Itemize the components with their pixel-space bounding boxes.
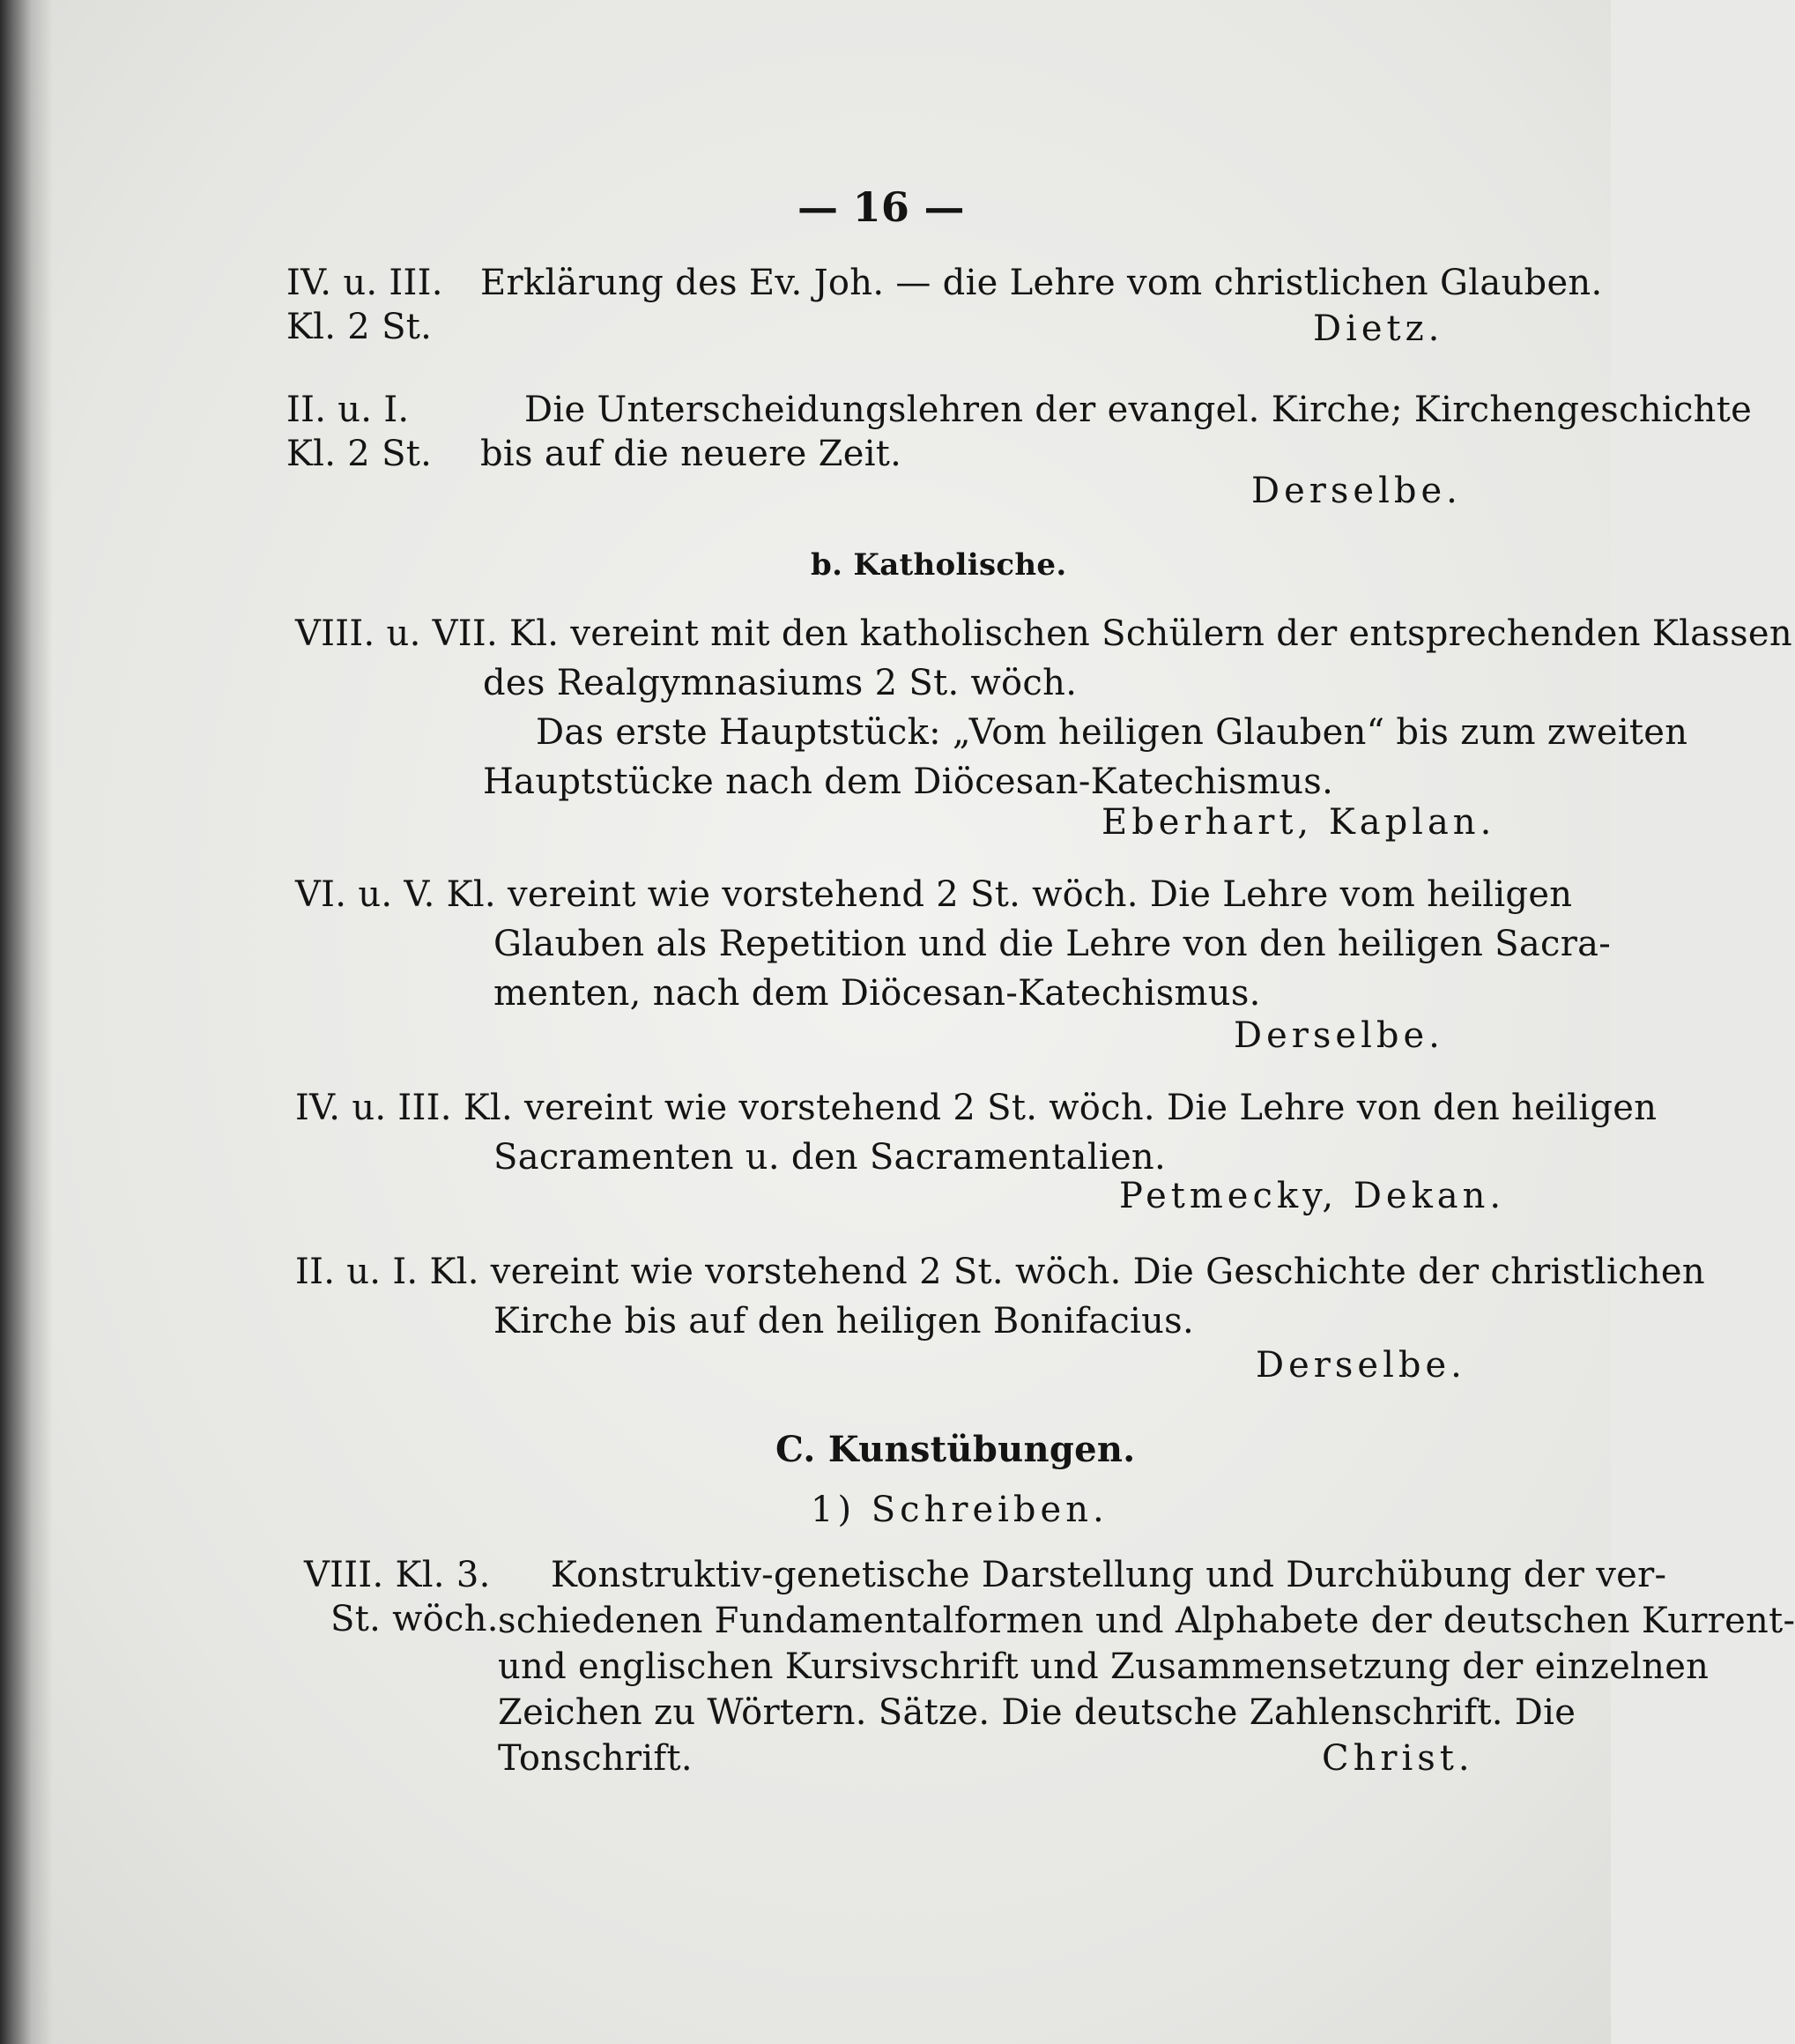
subsection-heading: 1) Schreiben. <box>811 1490 1109 1530</box>
entry-text-line: Tonschrift. <box>498 1738 693 1779</box>
entry-text-line: Zeichen zu Wörtern. Sätze. Die deutsche Zahlenschrift. Die <box>498 1692 1576 1733</box>
teacher-name: Eberhart, Kaplan. <box>1101 802 1496 843</box>
teacher-name: Petmecky, Dekan. <box>1119 1176 1506 1216</box>
page-number: — 16 — <box>797 183 965 231</box>
teacher-name: Derselbe. <box>1251 471 1462 511</box>
entry-text-line: VIII. u. VII. Kl. vereint mit den katholischen Schülern der entsprechenden Klassen <box>295 613 1792 654</box>
entry-text-line: Glauben als Repetition und die Lehre von den heiligen Sacra- <box>493 924 1612 964</box>
entry-text-line: Kirche bis auf den heiligen Bonifacius. <box>493 1301 1195 1342</box>
entry-text-line: des Realgymnasiums 2 St. wöch. <box>483 663 1078 703</box>
teacher-name: Derselbe. <box>1234 1015 1444 1056</box>
class-label-hours: St. wöch. <box>330 1599 499 1639</box>
class-label-hours: Kl. 2 St. <box>286 307 433 347</box>
entry-text-line: schiedenen Fundamentalformen und Alphabete der deutschen Kurrent- <box>498 1601 1795 1641</box>
class-label: VIII. Kl. 3. <box>304 1555 491 1595</box>
entry-text-line: Sacramenten u. den Sacramentalien. <box>493 1137 1166 1178</box>
entry-text-line: bis auf die neuere Zeit. <box>480 434 902 474</box>
entry-text-line: IV. u. III. Kl. vereint wie vorstehend 2 St. wöch. Die Lehre von den heiligen <box>295 1088 1658 1128</box>
teacher-name: Derselbe. <box>1256 1345 1466 1386</box>
class-label-hours: Kl. 2 St. <box>286 434 433 474</box>
class-label: II. u. I. <box>286 390 410 430</box>
entry-text-line: Konstruktiv-genetische Darstellung und Durchübung der ver- <box>551 1555 1667 1595</box>
teacher-name: Christ. <box>1322 1738 1474 1779</box>
teacher-name: Dietz. <box>1313 308 1444 349</box>
section-heading-c: C. Kunstübungen. <box>775 1429 1136 1470</box>
entry-text-line: und englischen Kursivschrift und Zusammensetzung der einzelnen <box>498 1646 1710 1687</box>
book-spine-shadow <box>0 0 53 2044</box>
entry-text-line: II. u. I. Kl. vereint wie vorstehend 2 St. wöch. Die Geschichte der christlichen <box>295 1252 1705 1292</box>
entry-text-line: Hauptstücke nach dem Diöcesan-Katechismus. <box>483 762 1334 802</box>
class-label: IV. u. III. <box>286 263 443 303</box>
entry-text-line: menten, nach dem Diöcesan-Katechismus. <box>493 973 1261 1014</box>
entry-text-line: Erklärung des Ev. Joh. — die Lehre vom christlichen Glauben. <box>480 263 1603 303</box>
section-heading-b: b. Katholische. <box>811 547 1067 583</box>
entry-text-line: VI. u. V. Kl. vereint wie vorstehend 2 St. wöch. Die Lehre vom heiligen <box>295 874 1573 915</box>
entry-text-line: Das erste Hauptstück: „Vom heiligen Glauben“ bis zum zweiten <box>536 712 1688 753</box>
entry-text-line: Die Unterscheidungslehren der evangel. Kirche; Kirchengeschichte <box>524 390 1753 430</box>
